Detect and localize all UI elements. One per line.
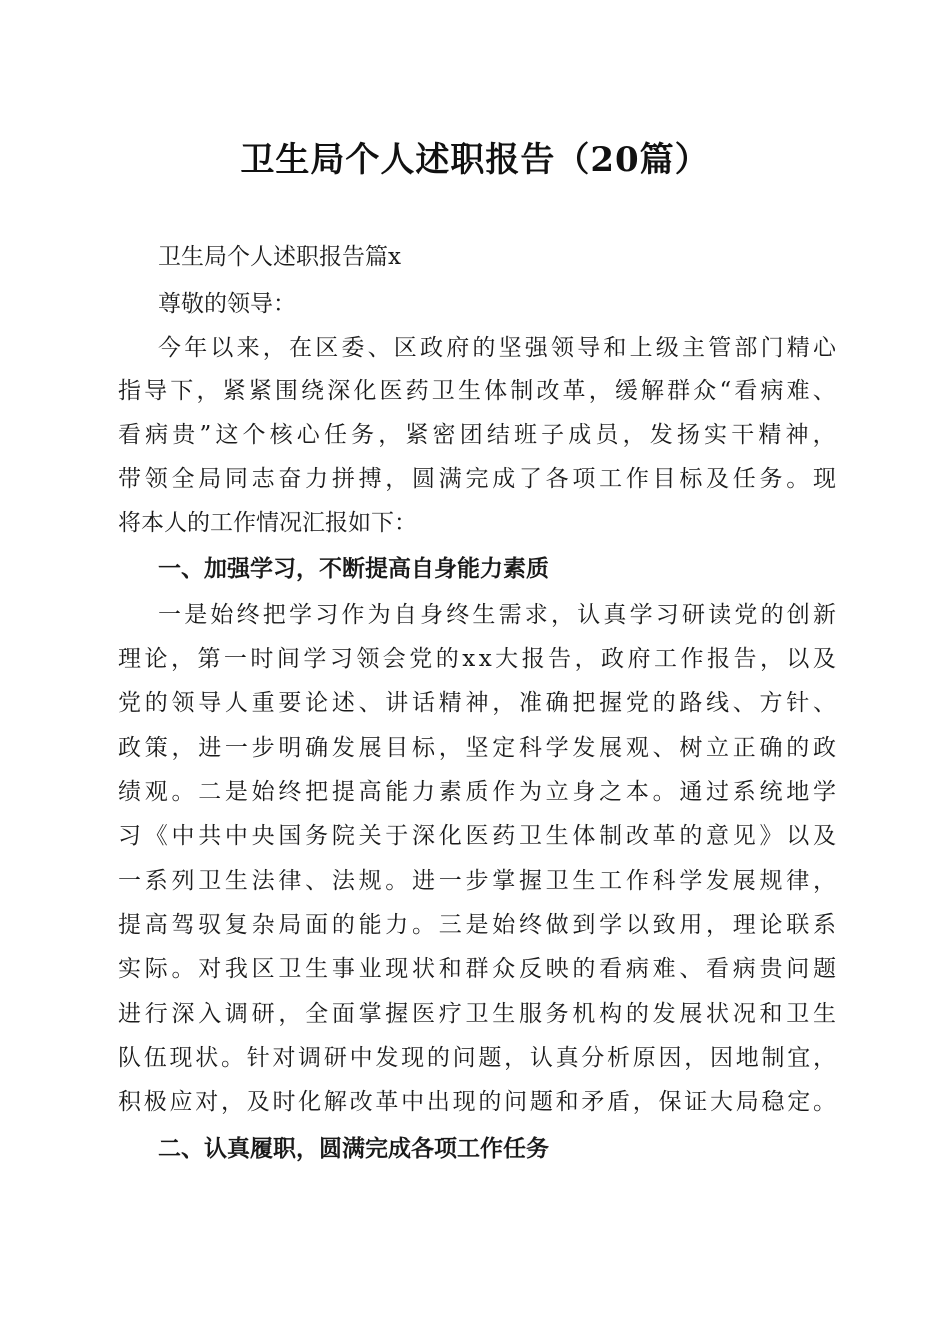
paragraph-line: 实际。对我区卫生事业现状和群众反映的看病难、看病贵问题 xyxy=(118,956,840,982)
paragraph-line: 进行深入调研，全面掌握医疗卫生服务机构的发展状况和卫生 xyxy=(118,1001,840,1027)
paragraph-line: 提高驾驭复杂局面的能力。三是始终做到学以致用，理论联系 xyxy=(118,912,840,938)
paragraph-line: 队伍现状。针对调研中发现的问题，认真分析原因，因地制宜， xyxy=(118,1045,839,1071)
paragraph-line: 一是始终把学习作为自身终生需求，认真学习研读党的创新 xyxy=(158,602,840,628)
paragraph-line: 指导下，紧紧围绕深化医药卫生体制改革，缓解群众“看病难、 xyxy=(118,378,839,404)
section-heading-2: 二、认真履职，圆满完成各项工作任务 xyxy=(158,1136,549,1162)
paragraph-line: 看病贵”这个核心任务，紧密团结班子成员，发扬实干精神， xyxy=(118,422,840,448)
salutation: 尊敬的领导： xyxy=(158,291,296,317)
paragraph-line: 带领全局同志奋力拼搏，圆满完成了各项工作目标及任务。现 xyxy=(118,466,840,492)
document-subtitle: 卫生局个人述职报告篇x xyxy=(158,244,401,270)
paragraph-line: 一系列卫生法律、法规。进一步掌握卫生工作科学发展规律， xyxy=(118,868,840,894)
paragraph-line: 绩观。二是始终把提高能力素质作为立身之本。通过系统地学 xyxy=(118,779,840,805)
paragraph-line: 党的领导人重要论述、讲话精神，准确把握党的路线、方针、 xyxy=(118,690,840,716)
paragraph-line: 习《中共中央国务院关于深化医药卫生体制改革的意见》以及 xyxy=(118,823,840,849)
document-title: 卫生局个人述职报告（20篇） xyxy=(240,140,710,180)
paragraph-line: 将本人的工作情况汇报如下： xyxy=(118,510,417,536)
paragraph-line: 今年以来，在区委、区政府的坚强领导和上级主管部门精心 xyxy=(158,335,840,361)
paragraph-line: 政策，进一步明确发展目标，坚定科学发展观、树立正确的政 xyxy=(118,735,840,761)
paragraph-line: 积极应对，及时化解改革中出现的问题和矛盾，保证大局稳定。 xyxy=(118,1089,839,1115)
section-heading-1: 一、加强学习，不断提高自身能力素质 xyxy=(158,556,549,582)
paragraph-line: 理论，第一时间学习领会党的xx大报告，政府工作报告，以及 xyxy=(118,646,840,672)
